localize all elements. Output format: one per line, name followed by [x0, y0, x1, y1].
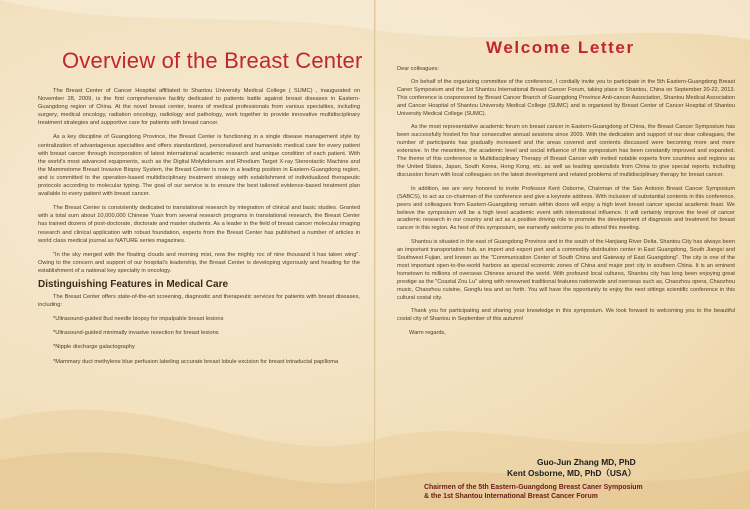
overview-paragraph: The Breast Center is consistently dedicated to translational research by integration of clinical and basic studies. Granted with a total sum about 10,000,000 Chinese Yuan from several research programs in translational research, the Breast Center has trained dozens of post-doctorate, doctorate and master students. As a leader in the field of breast cancer molecular imaging research and clinical application with robust foundation, experts from the Breast Center has published a number of articles in world class medical journal as NATURE series magazines.	[38, 205, 360, 244]
letter-paragraph: In addition, we are very honored to invite Professor Kent Osborne, Chairman of the San Antonio Breast Cancer Symposium (SABCS), to act as co-chairman of the conference and give a keynote address. With inclusion of substantial contents in this conference, peers and colleagues from Eastern-Guangdong remain within doors will enjoy a high level breast cancer special academic feast. We believe the symposium will be a high level academic event with international influence. It will certainly improve the level of cancer academic research in our country and act as a positive driving role to promote the development of diagnosis and treatment for breast cancer in this region. As host of this symposium, we earnestly welcome you to attend this meeting.	[397, 185, 735, 232]
overview-paragraph: "In the sky merged with the floating clouds and morning mist, now the mighty roc of nine thousand li has taken wing". Owing to the concern and support of our hospital's leadership, the Breast Center is developing vigorously and heading for the establishment of a national key specialty in oncology.	[38, 251, 360, 274]
chair-line: & the 1st Shantou International Breast Cancer Forum	[424, 492, 598, 500]
signatory-name: Guo-Jun Zhang MD, PhD	[537, 457, 636, 467]
letter-paragraph: Thank you for participating and sharing your knowledge in this symposium. We look forward to welcoming you to the beautiful costal city of Shantou in September of this autumn!	[397, 308, 735, 323]
letter-paragraph: On behalf of the organizing committee of the conference, I cordially invite you to participate in the 5th Eastern-Guangdong Breast Caner Symposium and the 1st Shantou International Breast Cancer Forum, taking place in Shantou, China on September 20-22, 2013. This conference is cosponsored by Breast Cancer Branch of Guangdong Province Anti-cancer Association, Shantou Medical Association and Cancer Hospital of Shantou University Medical College (SUMC) and is organized by Breast Center of Cancer Hospital of Shantou University Medical College (SUMC).	[397, 78, 735, 117]
overview-body	[38, 87, 360, 372]
letter-paragraph: As the most representative academic forum on breast cancer in Eastern-Guangdong of China, the Breast Cancer Symposium has been successfully hosted for four consecutive annual sessions since 2009. With the dedication and support of our dear colleagues, the number of participants has gradually increased and the areas covered and contents discussed were becoming more and more extensive. In the meantime, the academic level and social influence of this symposium has been constantly improved and expanded. The theme of this conference is Multidisciplinary Therapy of Breast Cancer with invited notable experts from countries and regions as the United States, Japan, South Korea, Hong Kong, etc. as well as leading specialists from China to give special reports, including discussion forum with local colleagues on the latest development and related problems of multidisciplinary therapy for breast cancer.	[397, 124, 735, 178]
overview-title: Overview of the Breast Center	[62, 48, 363, 73]
signatory-name: Kent Osborne, MD, PhD（USA）	[507, 468, 636, 478]
letter-paragraph: Shantou is situated in the east of Guangdong Province and in the south of the Hanjiang River Delta. Shantou City has always been an important transportation hub, an import and export port and a commodity distribution center in East Guangdong, South Jiangxi and Southwest Fujian, and known as the "Communication Center of South China and Gateway of East Guangdong". The city is one of the most important open-to-the-world harbors as special economic zones of China and major port city in southern China. It is an eminent hometown to millions of overseas Chinese around the world. With profound local cultures, Shantou city has long been enjoying great prestige as the "Coastal Zou Lu" along with renowned traditional features nationwide and overseas such as, Chaozhou opera, Chaozhou music, Chaozhou cuisine, Gongfu tea and so forth. You will have the opportunity to enjoy the next sittings scientific conference in this cultural costal city.	[397, 239, 735, 301]
list-item: *Mammary duct methylene blue perfusion labeling accurate breast lobule excision for breast intraductal papilloma	[53, 358, 339, 365]
closing: Warm regards,	[409, 330, 446, 337]
overview-paragraph: The Breast Center of Cancer Hospital affiliated to Shantou University Medical College ( SUMC) , inaugurated on November 28, 2009, is the first comprehensive facility dedicated to patients battle against breast diseases in Eastern-Guangdong region of China. At the novel breast center, teams of medical professionals from various specialties, including surgery, medical oncology, radiation oncology, radiology and pathology, work together to provide innovative multidisciplinary treatment strategies and supportive care for patients with breast cancer.	[38, 88, 360, 127]
chair-line: Chairmen of the 5th Eastern-Guangdong Breast Caner Symposium	[424, 484, 643, 491]
letter-body	[397, 66, 735, 338]
features-heading: Distinguishing Features in Medical Care	[38, 278, 229, 290]
page-fold	[374, 0, 376, 509]
list-item: *Ultrasound-guided minimally invasive resection for breast lesions	[53, 330, 219, 337]
chairmen-title	[424, 484, 744, 501]
list-item: *Nipple discharge galactography	[53, 344, 135, 351]
features-intro: The Breast Center offers state-of-the-art screening, diagnostic and therapeutic services for patients with breast diseases, including:	[38, 294, 360, 309]
welcome-letter-title: Welcome Letter	[486, 38, 635, 57]
signature-block	[507, 457, 737, 479]
salutation: Dear colleagues：	[397, 66, 444, 72]
list-item: *Ultrasound-guided 8ud needle biopsy for impalpable breast lesions	[53, 316, 224, 323]
features-list	[38, 315, 360, 365]
overview-paragraph: As a key discipline of Guangdong Province, the Breast Center is functioning in a single disease management style by centralization of advantageous specialties and offers standardized, personalized and humanistic medical care for every patient with breast cancer through incorporation of latest international academic research and unique condition of each patient. With the world's most advanced equipments, such as the Digital Molybdenum and Rhodium Target X-ray Stereotactic Machine and the Mammotome Breast Invasive Biopsy System, the Breast Center is now in a leading position in Eastern-Guangdong region, and is committed to the operation-based multidisciplinary treatment strategy with establishment of individualized therapeutic protocols according to molecular typing. The goal of our service is to ensure the best tailored evidence-based treatment plan available to every patient with breast cancer.	[38, 134, 360, 198]
